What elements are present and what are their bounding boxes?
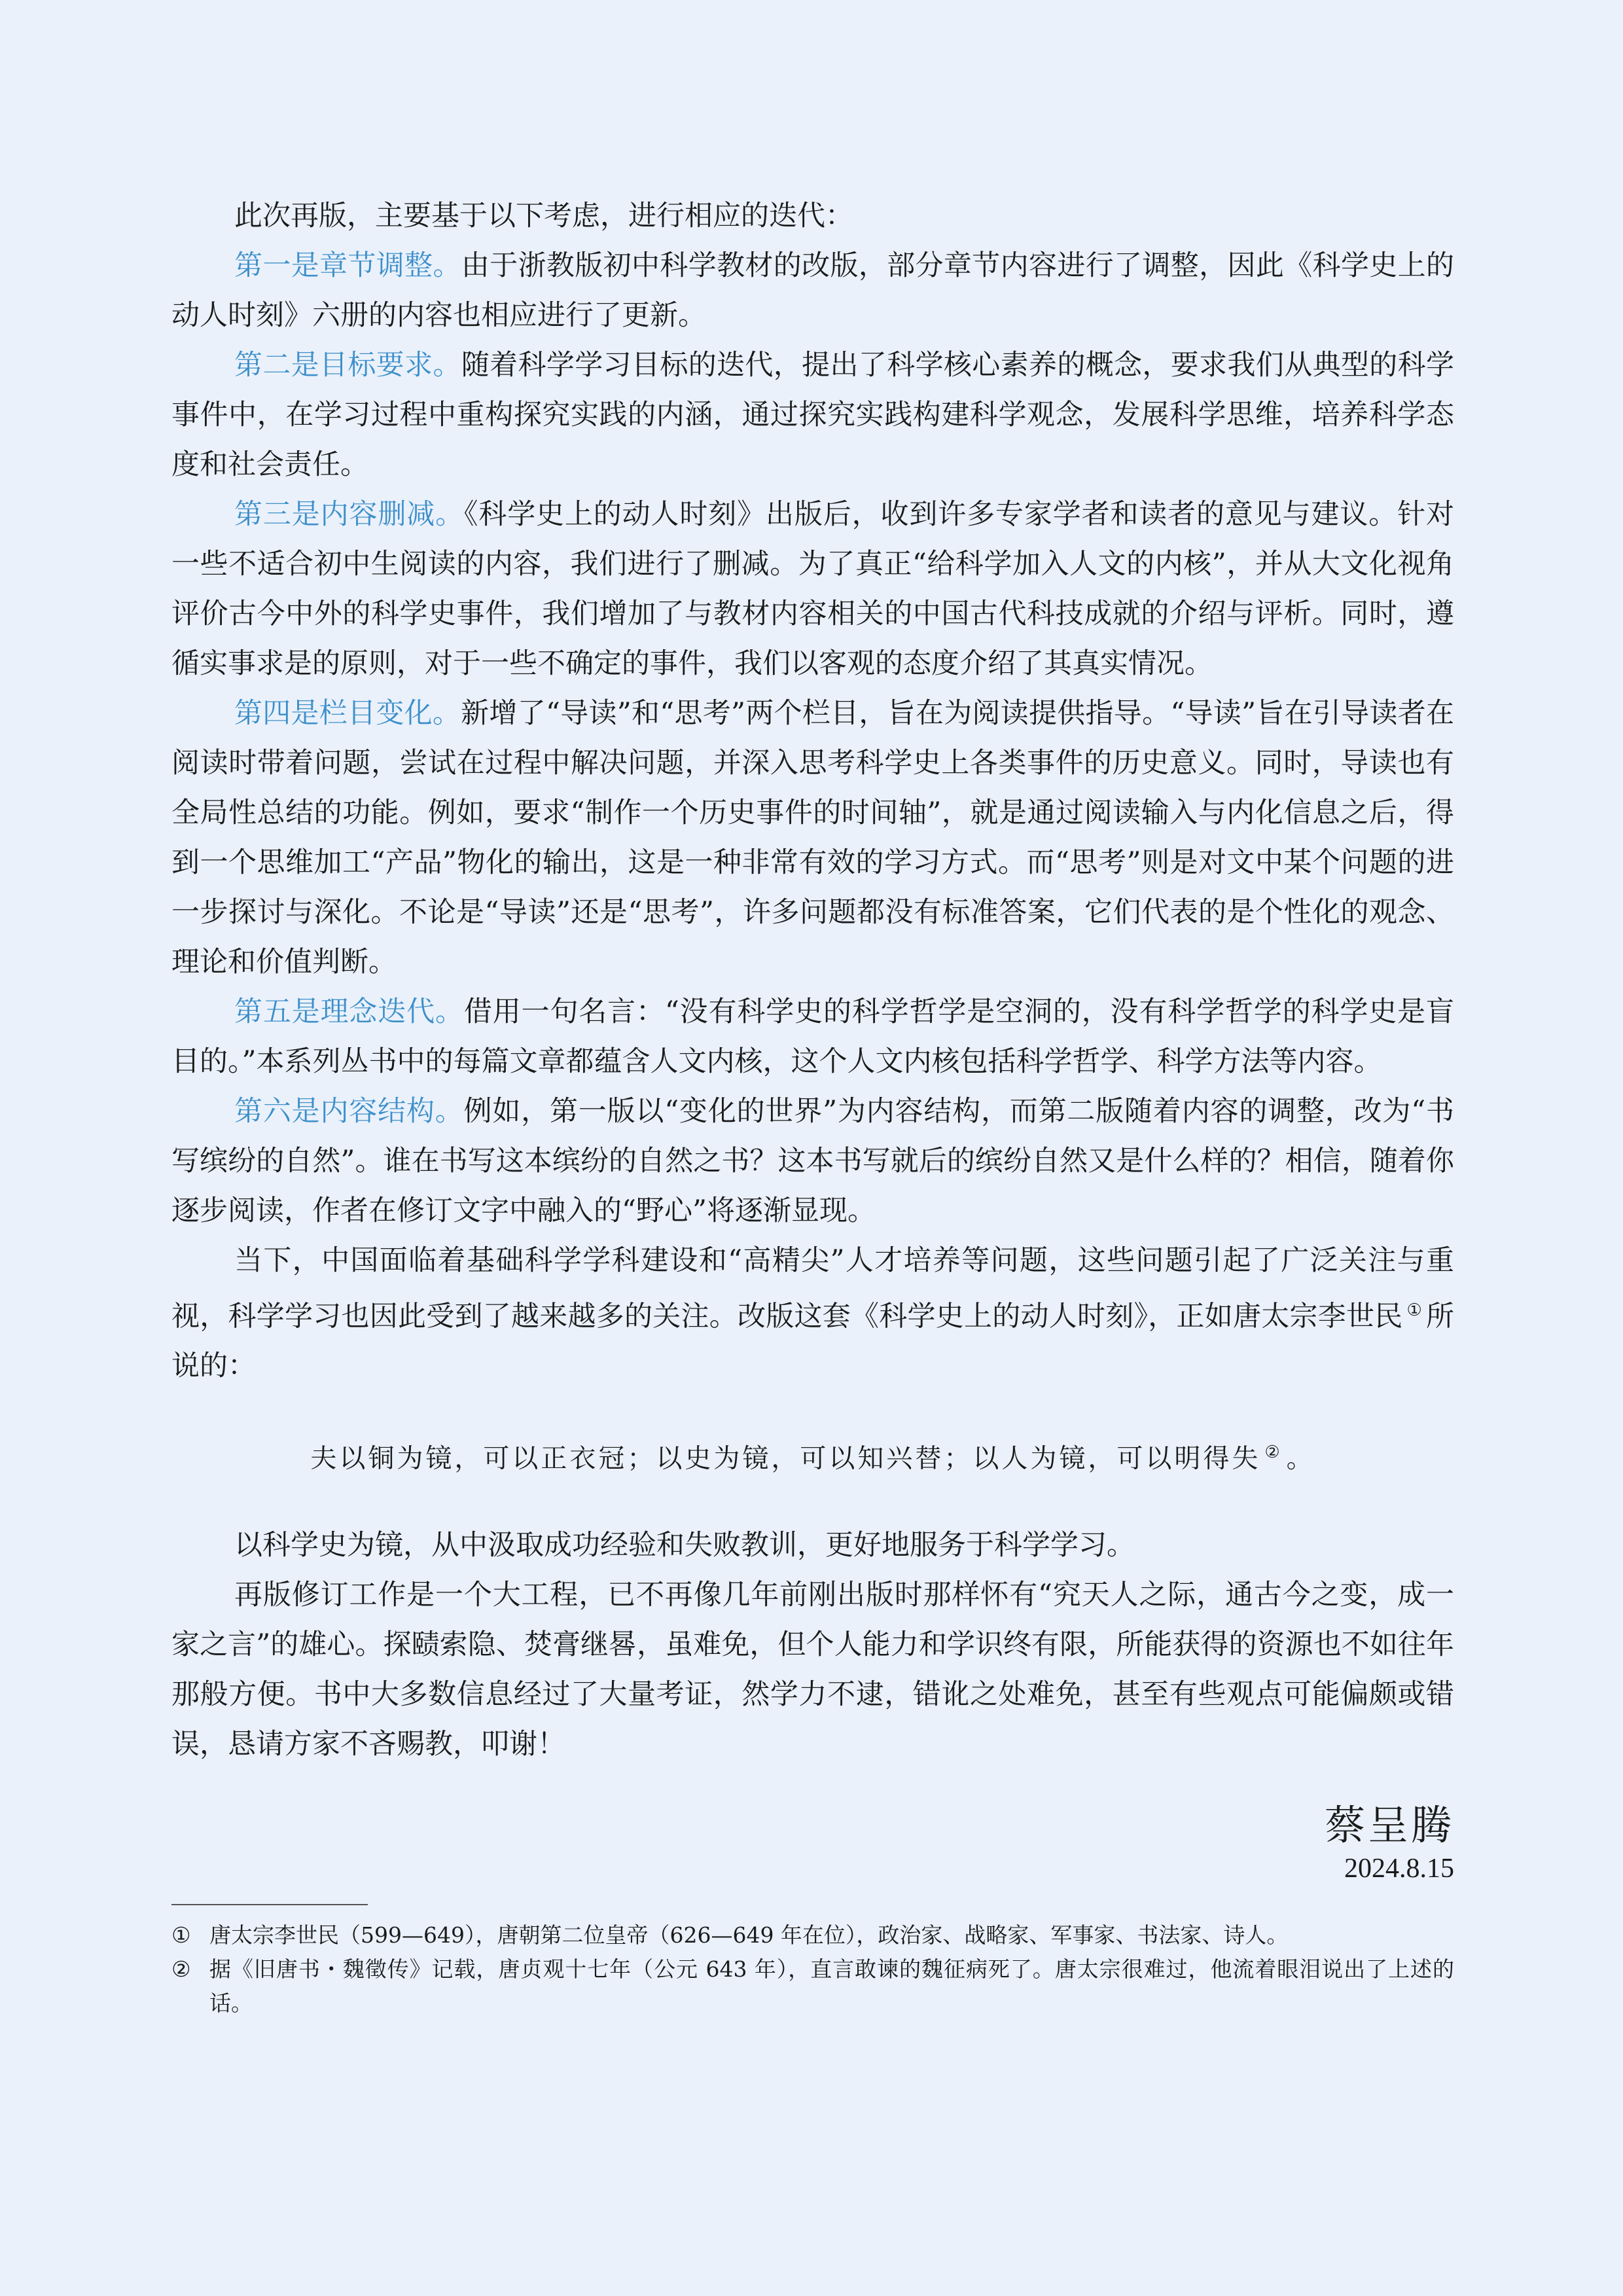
item-paragraph-1	[171, 241, 1454, 340]
footnote-text-1: 唐太宗李世民（599—649），唐朝第二位皇帝（626—649 年在位），政治家、战略家、军事家、书法家、诗人。	[209, 1922, 1289, 1948]
item-text-3: 《科学史上的动人时刻》出版后，收到许多专家学者和读者的意见与建议。针对一些不适合初中生阅读的内容，我们进行了删减。为了真正“给科学加入人文的内核”，并从大文化视角评价古今中外的科学史事件，我们增加了与教材内容相关的中国古代科技成就的介绍与评析。同时，遵循实事求是的原则，对于一些不确定的事件，我们以客观的态度介绍了其真实情况。	[171, 498, 1455, 680]
item-heading-1: 第一是章节调整。	[234, 249, 461, 282]
footnote-ref-1[interactable]: ①	[1406, 1300, 1422, 1320]
author-name: 蔡呈腾	[1324, 1801, 1454, 1849]
current-paragraph	[171, 1236, 1454, 1391]
footnote-divider	[171, 1904, 368, 1905]
quote-text: 夫以铜为镜，可以正衣冠；以史为镜，可以知兴替；以人为镜，可以明得失	[310, 1443, 1261, 1474]
item-heading-4: 第四是栏目变化。	[234, 697, 461, 730]
item-text-6: 例如，第一版以“变化的世界”为内容结构，而第二版随着内容的调整，改为“书写缤纷的自然”。谁在书写这本缤纷的自然之书？这本书写就后的缤纷自然又是什么样的？相信，随着你逐步阅读，作者在修订文字中融入的“野心”将逐渐显现。	[171, 1095, 1455, 1227]
item-paragraph-6	[171, 1086, 1454, 1236]
item-text-5: 借用一句名言：“没有科学史的科学哲学是空洞的，没有科学哲学的科学史是盲目的。”本系列丛书中的每篇文章都蕴含人文内核，这个人文内核包括科学哲学、科学方法等内容。	[171, 996, 1455, 1078]
footnote-ref-2[interactable]: ②	[1264, 1443, 1283, 1463]
current-text: 当下，中国面临着基础科学学科建设和“高精尖”人才培养等问题，这些问题引起了广泛关注与重视，科学学习也因此受到了越来越多的关注。改版这套《科学史上的动人时刻》，正如唐太宗李世民	[171, 1244, 1454, 1333]
item-text-4: 新增了“导读”和“思考”两个栏目，旨在为阅读提供指导。“导读”旨在引导读者在阅读时带着问题，尝试在过程中解决问题，并深入思考科学史上各类事件的历史意义。同时，导读也有全局性总结的功能。例如，要求“制作一个历史事件的时间轴”，就是通过阅读输入与内化信息之后，得到一个思维加工“产品”物化的输出，这是一种非常有效的学习方式。而“思考”则是对文中某个问题的进一步探讨与深化。不论是“导读”还是“思考”，许多问题都没有标准答案，它们代表的是个性化的观念、理论和价值判断。	[171, 697, 1454, 978]
item-heading-2: 第二是目标要求。	[234, 349, 461, 382]
intro-paragraph: 此次再版，主要基于以下考虑，进行相应的迭代：	[234, 200, 853, 232]
item-heading-6: 第六是内容结构。	[234, 1095, 464, 1128]
item-paragraph-2	[171, 340, 1454, 490]
quote-end: 。	[1286, 1443, 1315, 1474]
signature-date: 2024.8.15	[1344, 1853, 1454, 1884]
signature-block	[171, 1799, 1454, 1886]
item-heading-3: 第三是内容删减。	[234, 498, 464, 531]
item-paragraph-5	[171, 987, 1454, 1086]
item-text-1: 由于浙教版初中科学教材的改版，部分章节内容进行了调整，因此《科学史上的动人时刻》六册的内容也相应进行了更新。	[171, 249, 1455, 332]
document-page	[171, 191, 1454, 2020]
footnote-1	[171, 1918, 1454, 1952]
footnote-mark-2: ②	[171, 1956, 191, 1982]
closing-paragraph-1: 以科学史为镜，从中汲取成功经验和失败教训，更好地服务于科学学习。	[234, 1528, 1135, 1562]
blockquote	[171, 1433, 1454, 1478]
item-paragraph-3	[171, 490, 1454, 689]
item-paragraph-4	[171, 689, 1454, 987]
footnote-mark-1: ①	[171, 1922, 191, 1948]
footnote-2	[171, 1952, 1454, 2020]
footnote-text-2: 据《旧唐书・魏徵传》记载，唐贞观十七年（公元 643 年），直言敢谏的魏征病死了。唐太宗很难过，他流着眼泪说出了上述的话。	[209, 1956, 1454, 2016]
item-heading-5: 第五是理念迭代。	[234, 996, 464, 1028]
current-after: 所说的：	[171, 1300, 1454, 1383]
item-text-2: 随着科学学习目标的迭代，提出了科学核心素养的概念，要求我们从典型的科学事件中，在学习过程中重构探究实践的内涵，通过探究实践构建科学观念，发展科学思维，培养科学态度和社会责任。	[171, 349, 1455, 481]
closing-paragraph-2: 再版修订工作是一个大工程，已不再像几年前刚出版时那样怀有“究天人之际，通古今之变，成一家之言”的雄心。探赜索隐、焚膏继晷，虽难免，但个人能力和学识终有限，所能获得的资源也不如往年那般方便。书中大多数信息经过了大量考证，然学力不逮，错讹之处难免，甚至有些观点可能偏颇或错误，恳请方家不吝赐教，叩谢！	[171, 1578, 1454, 1761]
